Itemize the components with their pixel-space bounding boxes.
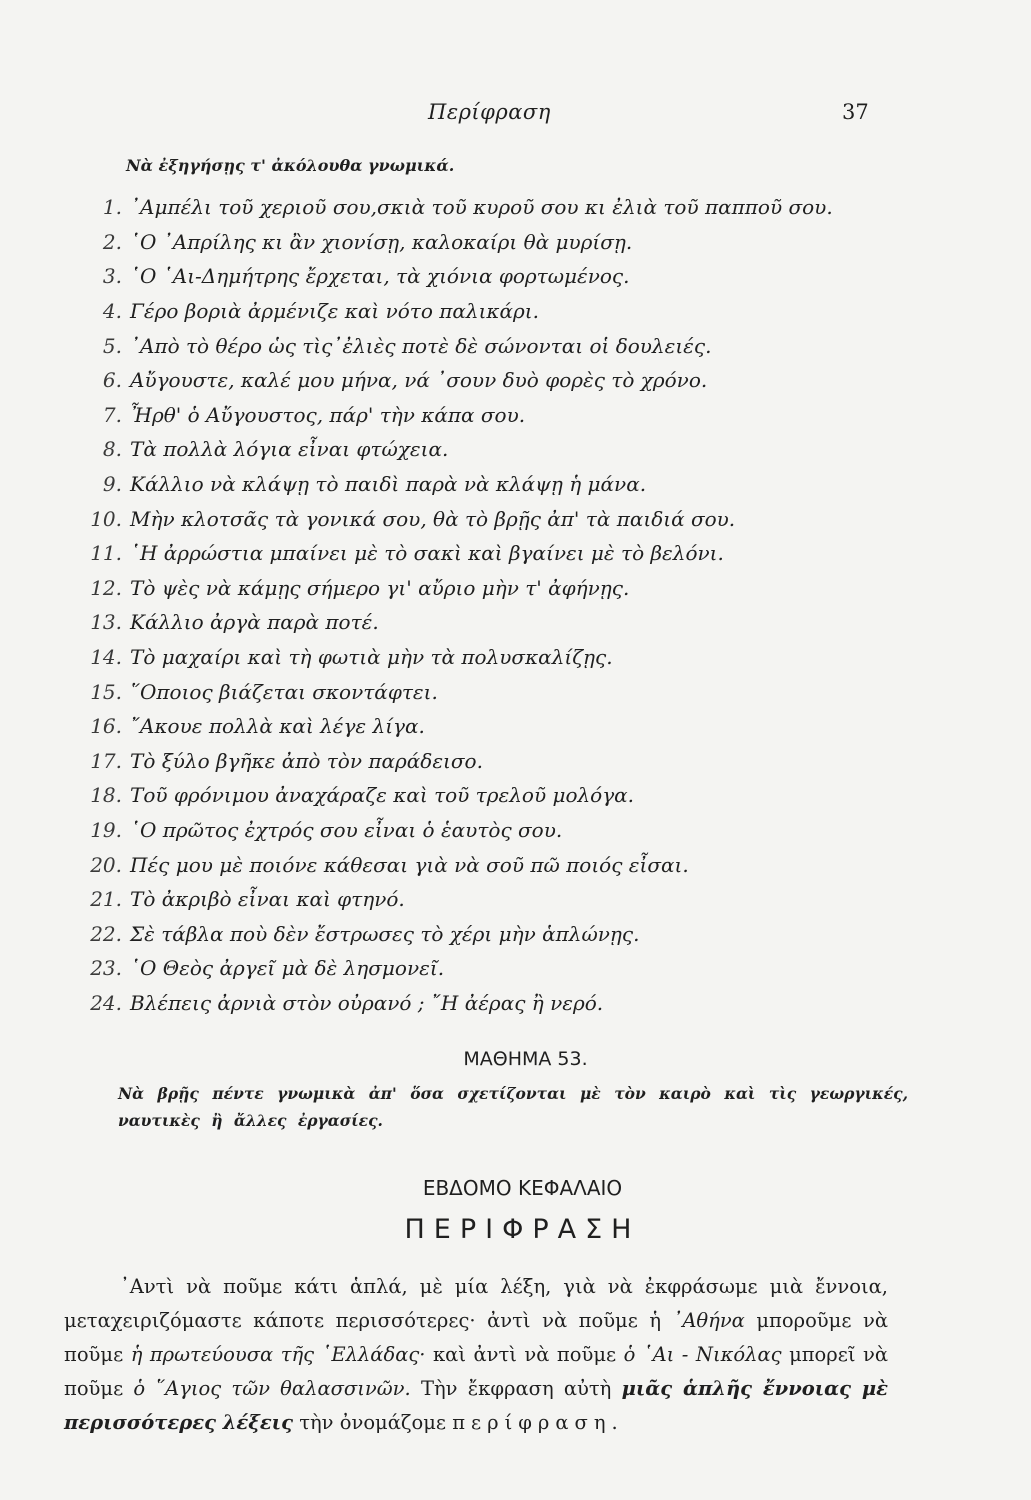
list-item [76, 605, 936, 640]
list-item [76, 744, 936, 779]
proverb-text: ῾Ο ᾿Απρίλης κι ἂν χιονίσῃ, καλοκαίρι θὰ μυρίσῃ. [130, 229, 633, 254]
exercise-instruction: Νὰ ἐξηγήσῃς τ' ἀκόλουθα γνωμικά. [126, 156, 455, 175]
proverb-text: Κάλλιο νὰ κλάψῃ τὸ παιδὶ παρὰ νὰ κλάψῃ ἡ μάνα. [130, 472, 647, 497]
term-periphrasis: περίφραση. [452, 1411, 624, 1434]
text-segment: τὴν ὀνομάζομε [299, 1411, 446, 1434]
chapter-title: ΠΕΡΙΦΡΑΣΗ [404, 1214, 641, 1245]
proverb-number: 22. [90, 921, 122, 946]
example-athina: ᾿Αθήνα [672, 1309, 745, 1332]
example-nikolas: ὁ ῾Αι - Νικόλας [623, 1343, 782, 1366]
proverb-text: Τὰ πολλὰ λόγια εἶναι φτώχεια. [130, 437, 449, 462]
proverb-text: Μὴν κλοτσᾶς τὰ γονικά σου, θὰ τὸ βρῇς ἀπ' τὰ παιδιά σου. [130, 506, 736, 531]
proverb-text: Γέρο βοριὰ ἀρμένιζε καὶ νότο παλικάρι. [130, 299, 539, 324]
proverb-text: Τὸ ψὲς νὰ κάμῃς σήμερο γι' αὔριο μὴν τ' ἀφήνῃς. [130, 575, 630, 600]
list-item [76, 640, 936, 675]
list-item [76, 432, 936, 467]
proverb-number: 4. [102, 299, 122, 324]
proverb-number: 6. [102, 368, 122, 393]
chapter-paragraph [64, 1270, 888, 1440]
proverb-number: 10. [90, 506, 122, 531]
text-segment: ᾿Αντὶ νὰ ποῦμε κάτι ἁπλά, μὲ μία λέξη, γιὰ νὰ ἐκφράσωμε μιὰ ἔννοια, μεταχειριζόμαστε κάποτε περισσότερες· ἀντὶ νὰ ποῦμε ἡ [64, 1275, 888, 1332]
proverb-text: Ἦρθ' ὁ Αὔγουστος, πάρ' τὴν κάπα σου. [130, 402, 526, 427]
proverb-number: 7. [102, 402, 122, 427]
lesson-heading: ΜΑΘΗΜΑ 53. [463, 1048, 588, 1070]
list-item [76, 294, 936, 329]
list-item [76, 709, 936, 744]
proverb-number: 11. [90, 541, 122, 566]
proverb-number: 16. [90, 714, 122, 739]
proverb-list [76, 190, 936, 1020]
proverb-number: 18. [90, 783, 122, 808]
list-item [76, 813, 936, 848]
running-title: Περίφραση [428, 100, 551, 124]
list-item [76, 571, 936, 606]
list-item [76, 363, 936, 398]
definition-emphasis: μιᾶς ἁπλῆς ἔννοιας μὲ περισσότερες λέξεις [64, 1377, 888, 1434]
proverb-text: Τὸ μαχαίρι καὶ τὴ φωτιὰ μὴν τὰ πολυσκαλίζῃς. [130, 645, 613, 670]
list-item [76, 951, 936, 986]
proverb-text: Κάλλιο ἀργὰ παρὰ ποτέ. [130, 610, 379, 635]
proverb-number: 9. [102, 472, 122, 497]
proverb-text: ῾Ο ῾Αι-Δημήτρης ἔρχεται, τὰ χιόνια φορτωμένος. [130, 264, 630, 289]
proverb-number: 15. [90, 679, 122, 704]
proverb-text: ῞Οποιος βιάζεται σκοντάφτει. [130, 679, 438, 704]
proverb-text: Πές μου μὲ ποιόνε κάθεσαι γιὰ νὰ σοῦ πῶ ποιός εἶσαι. [130, 852, 689, 877]
proverb-number: 1. [102, 195, 122, 220]
list-item [76, 882, 936, 917]
list-item [76, 916, 936, 951]
list-item [76, 536, 936, 571]
text-segment: Τὴν ἔκφραση αὐτὴ [420, 1377, 612, 1400]
proverb-text: ῎Ακουε πολλὰ καὶ λέγε λίγα. [130, 714, 425, 739]
example-agios: ὁ ῞Αγιος τῶν θαλασσινῶν. [133, 1377, 411, 1400]
text-segment: μπορεῖ νὰ ποῦμε [64, 1343, 889, 1400]
proverb-number: 20. [90, 852, 122, 877]
proverb-number: 19. [90, 817, 122, 842]
text-segment: μποροῦμε νὰ ποῦμε [64, 1309, 888, 1366]
page-header [0, 100, 1031, 130]
proverb-number: 21. [90, 887, 122, 912]
proverb-number: 3. [102, 264, 122, 289]
list-item [76, 778, 936, 813]
page-number: 37 [842, 100, 869, 124]
list-item [76, 328, 936, 363]
proverb-text: ῾Ο πρῶτος ἐχτρός σου εἶναι ὁ ἑαυτὸς σου. [130, 817, 563, 842]
list-item [76, 190, 936, 225]
list-item [76, 398, 936, 433]
proverb-text: ῾Ο Θεὸς ἀργεῖ μὰ δὲ λησμονεῖ. [130, 956, 445, 981]
proverb-number: 12. [90, 575, 122, 600]
list-item [76, 501, 936, 536]
proverb-number: 17. [90, 748, 122, 773]
proverb-text: ῾Η ἀρρώστια μπαίνει μὲ τὸ σακὶ καὶ βγαίνει μὲ τὸ βελόνι. [130, 541, 724, 566]
proverb-number: 8. [102, 437, 122, 462]
example-proteuousa: ἡ πρωτεύουσα τῆς ῾Ελλάδας· [130, 1343, 426, 1366]
proverb-number: 13. [90, 610, 122, 635]
paragraph-text [64, 1270, 888, 1440]
list-item [76, 674, 936, 709]
list-item [76, 467, 936, 502]
proverb-text: Τοῦ φρόνιμου ἀναχάραζε καὶ τοῦ τρελοῦ μολόγα. [130, 783, 635, 808]
proverb-text: Τὸ ξύλο βγῆκε ἀπὸ τὸν παράδεισο. [130, 748, 483, 773]
proverb-number: 2. [102, 229, 122, 254]
proverb-text: Αὔγουστε, καλέ μου μήνα, νά ᾿σουν δυὸ φορὲς τὸ χρόνο. [130, 368, 708, 393]
proverb-number: 14. [90, 645, 122, 670]
proverb-number: 5. [102, 333, 122, 358]
proverb-text: ᾿Αμπέλι τοῦ χεριοῦ σου,σκιὰ τοῦ κυροῦ σου κι ἐλιὰ τοῦ παπποῦ σου. [130, 195, 833, 220]
proverb-number: 23. [90, 956, 122, 981]
chapter-heading: ΕΒΔΟΜΟ ΚΕΦΑΛΑΙΟ [422, 1176, 623, 1200]
proverb-text: Βλέπεις ἀρνιὰ στὸν οὐρανό ; ῎Η ἀέρας ἢ νερό. [130, 990, 604, 1015]
list-item [76, 847, 936, 882]
proverb-text: Σὲ τάβλα ποὺ δὲν ἔστρωσες τὸ χέρι μὴν ἁπλώνῃς. [130, 921, 640, 946]
lesson-task: Νὰ βρῇς πέντε γνωμικὰ ἀπ' ὅσα σχετίζονται μὲ τὸν καιρὸ καὶ τὶς γεωργικές, ναυτικὲς ἢ ἄλλες ἐργασίες. [118, 1084, 908, 1130]
proverb-text: Τὸ ἀκριβὸ εἶναι καὶ φτηνό. [130, 887, 405, 912]
list-item [76, 259, 936, 294]
text-segment: καὶ ἀντὶ νὰ ποῦμε [432, 1343, 617, 1366]
proverb-number: 24. [90, 990, 122, 1015]
list-item [76, 225, 936, 260]
proverb-text: ᾿Απὸ τὸ θέρο ὡς τὶς᾿ἐλιὲς ποτὲ δὲ σώνονται οἱ δουλειές. [130, 333, 712, 358]
list-item [76, 986, 936, 1021]
